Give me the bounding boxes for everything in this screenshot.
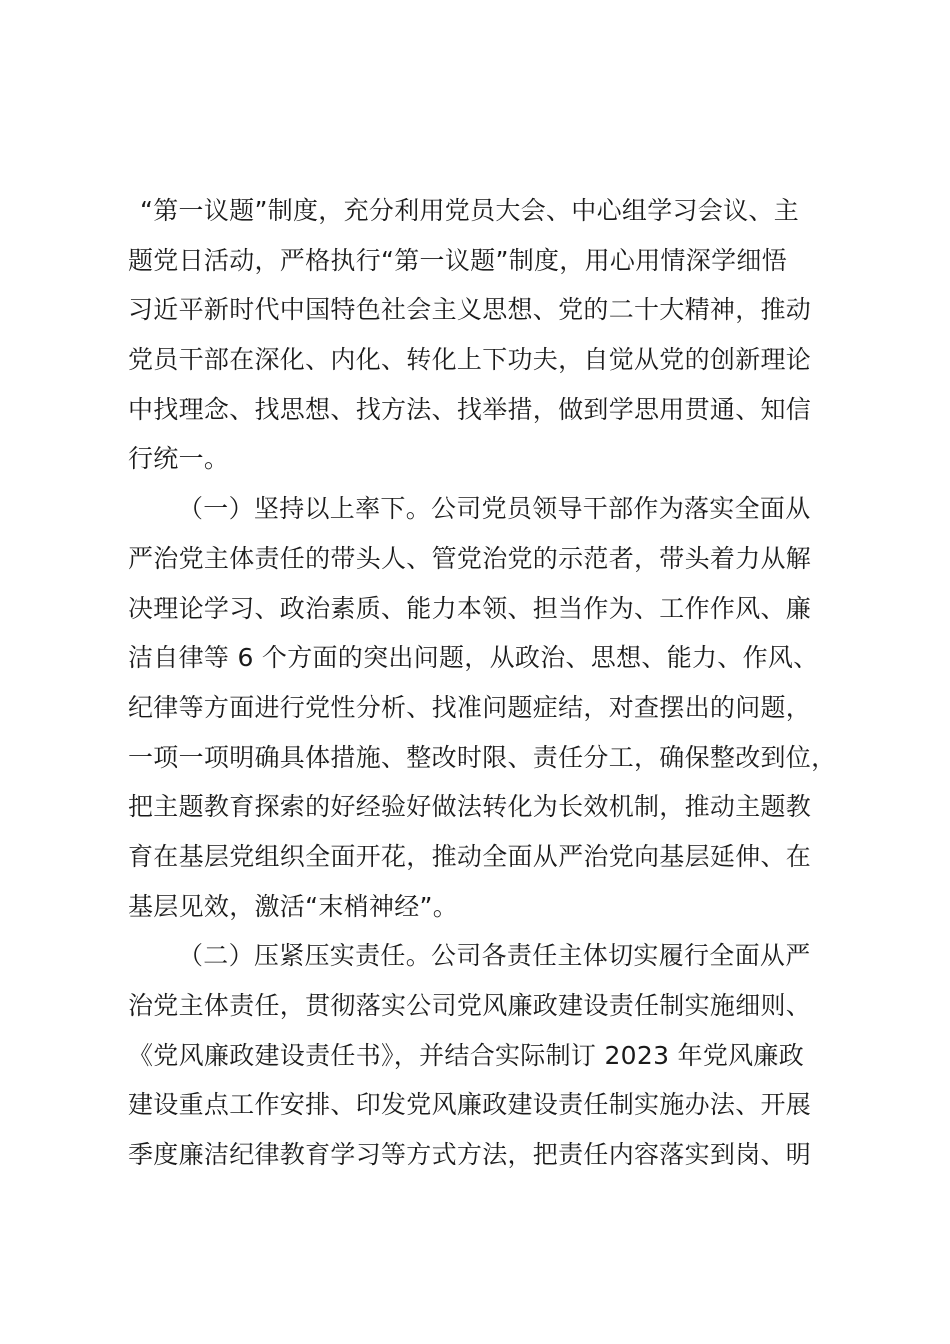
text-line: 决理论学习、政治素质、能力本领、担当作为、工作作风、廉: [128, 593, 812, 623]
text-line: 题党日活动，严格执行“第一议题”制度，用心用情深学细悟: [128, 245, 788, 275]
text-line: （二）压紧压实责任。公司各责任主体切实履行全面从严: [178, 941, 811, 971]
text-line: 严治党主体责任的带头人、管党治党的示范者，带头着力从解: [128, 543, 812, 573]
text-line: 党员干部在深化、内化、转化上下功夫，自觉从党的创新理论: [128, 345, 812, 375]
text-line: 把主题教育探索的好经验好做法转化为长效机制，推动主题教: [128, 792, 812, 822]
text-line: 中找理念、找思想、找方法、找举措，做到学思用贯通、知信: [128, 394, 812, 424]
text-line: 习近平新时代中国特色社会主义思想、党的二十大精神，推动: [128, 295, 812, 325]
text-line: 行统一。: [128, 444, 230, 474]
document-body: [128, 186, 848, 1180]
text-line: 基层见效，激活“末梢神经”。: [128, 891, 459, 921]
text-line: 一项一项明确具体措施、整改时限、责任分工，确保整改到位，: [128, 742, 837, 772]
text-line: 育在基层党组织全面开花，推动全面从严治党向基层延伸、在: [128, 841, 812, 871]
text-line: 纪律等方面进行党性分析、找准问题症结，对查摆出的问题，: [128, 692, 812, 722]
text-line: 治党主体责任，贯彻落实公司党风廉政建设责任制实施细则、: [128, 991, 812, 1020]
text-line: “第一议题”制度，充分利用党员大会、中心组学习会议、主: [140, 196, 800, 225]
text-line: 季度廉洁纪律教育学习等方式方法，把责任内容落实到岗、明: [128, 1140, 812, 1170]
text-line: 建设重点工作安排、印发党风廉政建设责任制实施办法、开展: [128, 1090, 812, 1120]
text-line: （一）坚持以上率下。公司党员领导干部作为落实全面从: [178, 494, 811, 524]
text-line: 洁自律等 6 个方面的突出问题，从政治、思想、能力、作风、: [128, 643, 819, 673]
text-line: 《党风廉政建设责任书》，并结合实际制订 2023 年党风廉政: [128, 1040, 805, 1070]
